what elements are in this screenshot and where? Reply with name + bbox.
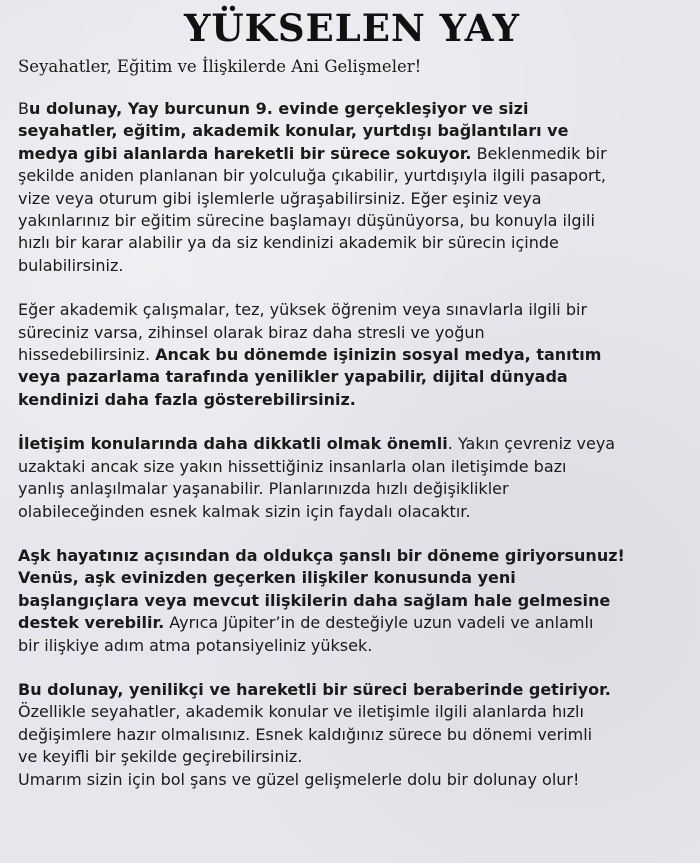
text-line: Aşk hayatınız açısından da oldukça şanslı bir döneme giriyorsunuz! [18, 545, 625, 565]
text-line [18, 612, 686, 634]
text-run: hissedebilirsiniz. [18, 345, 156, 365]
text-line: yakınlarınız bir eğitim sürecine başlamayı düşünüyorsa, bu konuyla ilgili [18, 211, 595, 231]
text-line: Eğer akademik çalışmalar, tez, yüksek öğrenim veya sınavlarla ilgili bir [18, 300, 588, 320]
text-run-bold: destek verebilir. [18, 613, 165, 633]
text-line: olabileceğinden esnek kalmak sizin için faydalı olacaktır. [18, 501, 471, 521]
text-line [18, 143, 686, 165]
page-subtitle: Seyahatler, Eğitim ve İlişkilerde Ani Gelişmeler! [18, 57, 422, 76]
text-line: Bu dolunay, yenilikçi ve hareketli bir süreci beraberinde getiriyor. [18, 679, 611, 699]
text-line: vize veya oturum gibi işlemlerle uğraşabilirsiniz. Eğer eşiniz veya [18, 188, 542, 208]
text-line [18, 98, 686, 120]
text-line: Özellikle seyahatler, akademik konular ve iletişimle ilgili alanlarda hızlı [18, 702, 584, 722]
text-run: Ayrıca Jüpiter’in de desteğiyle uzun vadeli ve anlamlı [164, 613, 594, 633]
text-run: Beklenmedik bir [471, 143, 607, 163]
text-run: B [18, 99, 29, 118]
text-line: ve keyifli bir şekilde geçirebilirsiniz. [18, 747, 303, 767]
text-run-bold: medya gibi alanlarda hareketli bir sürece sokuyor. [18, 143, 472, 163]
paragraph-communication [18, 433, 686, 523]
text-line: şekilde aniden planlanan bir yolculuğa çıkabilir, yurtdışıyla ilgili pasaport, [18, 166, 606, 186]
text-line: değişimlere hazır olmalısınız. Esnek kaldığınız sürece bu dönemi verimli [18, 724, 593, 744]
text-line: bulabilirsiniz. [18, 255, 124, 275]
text-line: hızlı bir karar alabilir ya da siz kendinizi akademik bir sürecin içinde [18, 233, 559, 253]
paragraph-travel-education [18, 98, 686, 277]
text-line: bir ilişkiye adım atma potansiyeliniz yüksek. [18, 635, 373, 655]
text-line: süreciniz varsa, zihinsel olarak biraz daha stresli ve yoğun [18, 322, 485, 342]
text-run-bold: Ancak bu dönemde işinizin sosyal medya, tanıtım [155, 345, 602, 365]
page-title: YÜKSELEN YAY [183, 6, 520, 50]
text-line: seyahatler, eğitim, akademik konular, yurtdışı bağlantıları ve [18, 121, 569, 141]
text-line: veya pazarlama tarafında yenilikler yapabilir, dijital dünyada [18, 367, 568, 387]
closing-line: Umarım sizin için bol şans ve güzel gelişmelerle dolu bir dolunay olur! [18, 769, 580, 789]
text-line: kendinizi daha fazla gösterebilirsiniz. [18, 389, 356, 409]
text-line: başlangıçlara veya mevcut ilişkilerin daha sağlam hale gelmesine [18, 590, 611, 610]
text-run-bold: u dolunay, Yay burcunun 9. evinde gerçekleşiyor ve sizi [28, 99, 529, 118]
text-line: Venüs, aşk evinizden geçerken ilişkiler konusunda yeni [18, 568, 516, 588]
text-line: uzaktaki ancak size yakın hissettiğiniz insanlarla olan iletişimde bazı [18, 456, 567, 476]
text-line [18, 433, 686, 455]
paragraph-summary [18, 679, 686, 791]
text-line [18, 344, 686, 366]
paragraph-academic [18, 299, 686, 411]
text-run: . Yakın çevreniz veya [447, 434, 616, 454]
paragraph-love [18, 545, 686, 657]
text-run-bold: İletişim konularında daha dikkatli olmak önemli [18, 434, 448, 454]
text-line: yanlış anlaşılmalar yaşanabilir. Planlarınızda hızlı değişiklikler [18, 479, 509, 499]
